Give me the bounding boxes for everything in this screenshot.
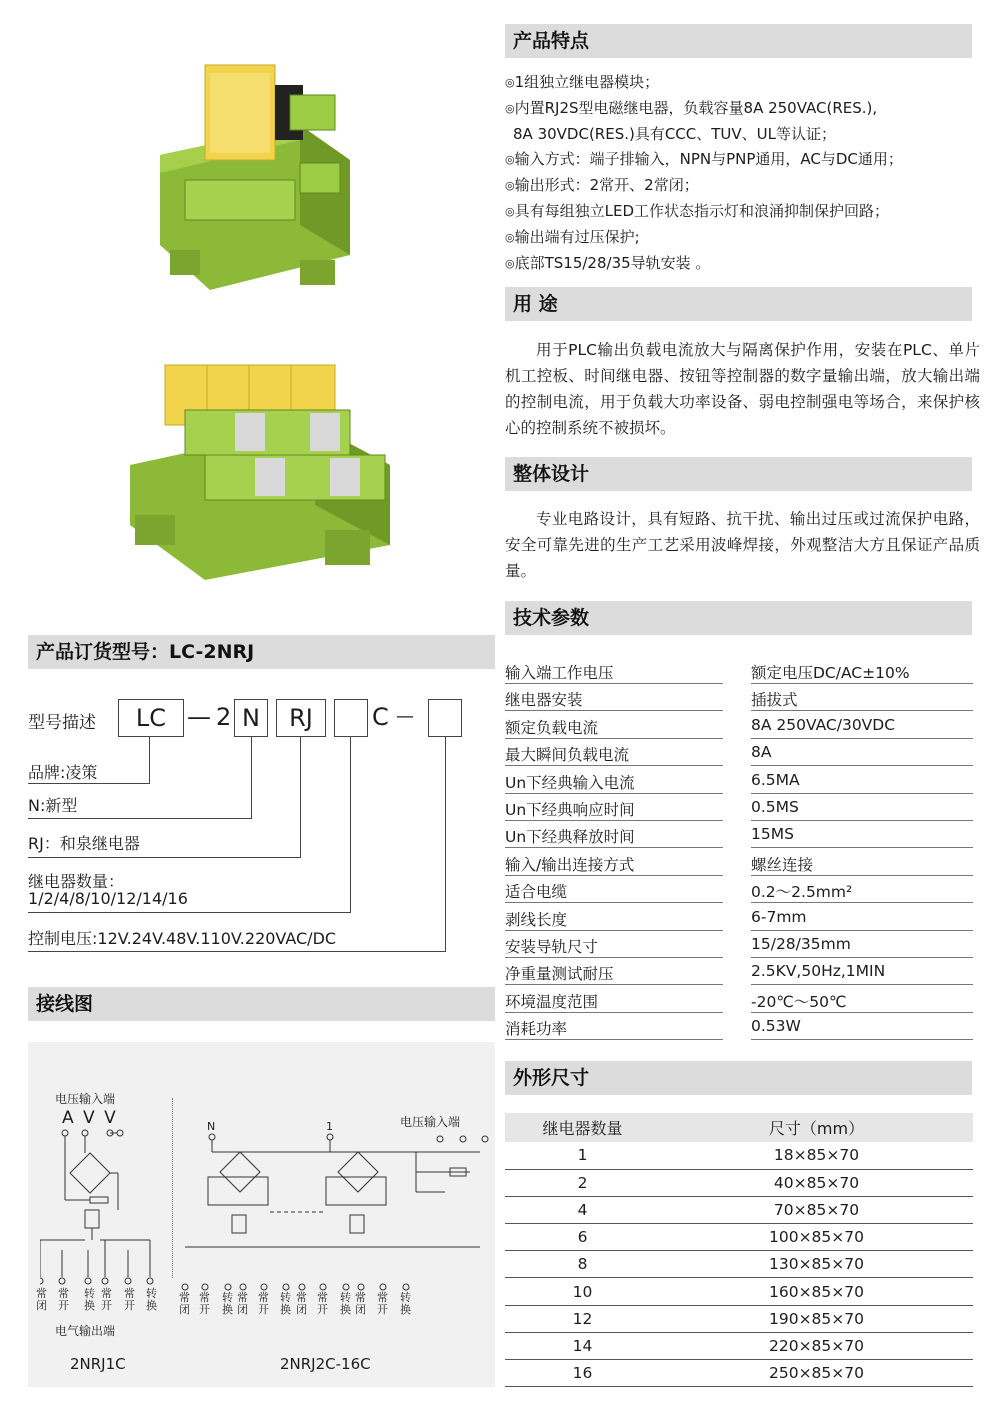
spec-value: 螺丝连接 xyxy=(751,853,973,876)
size-cell: 18×85×70 xyxy=(660,1142,973,1169)
spec-row xyxy=(505,767,973,794)
leader-line xyxy=(300,737,301,858)
leader-line xyxy=(149,737,150,784)
wiring-title: 接线图 xyxy=(28,987,495,1021)
spec-value: 6-7mm xyxy=(751,908,973,931)
spec-row xyxy=(505,958,973,985)
wiring-right-1-label: 1 xyxy=(326,1120,333,1133)
usage-title: 用 途 xyxy=(505,287,972,321)
feature-item: ◎输出形式：2常开、2常闭； xyxy=(505,176,699,195)
leader-line xyxy=(28,783,150,784)
code-part-c: C xyxy=(372,703,389,731)
single-relay-module-photo xyxy=(150,55,370,295)
spec-row xyxy=(505,931,973,958)
legend-rj: RJ：和泉继电器 xyxy=(28,834,140,853)
spec-key: 适合电缆 xyxy=(505,880,723,903)
features-title: 产品特点 xyxy=(505,24,972,58)
relay-count-cell: 12 xyxy=(505,1305,660,1332)
output-terminal-label: 常开 xyxy=(124,1287,135,1312)
dimensions-row xyxy=(505,1251,973,1278)
relay-count-cell: 16 xyxy=(505,1360,660,1387)
wiring-left-output-label: 电气输出端 xyxy=(55,1324,116,1338)
spec-row xyxy=(505,849,973,876)
output-terminal-label: 常闭 xyxy=(296,1291,307,1316)
spec-row xyxy=(505,1013,973,1040)
spec-value: 0.5MS xyxy=(751,798,973,821)
wiring-right-input-label: 电压输入端 xyxy=(400,1115,461,1129)
code-part-rj: RJ xyxy=(276,699,326,737)
leader-line xyxy=(28,912,351,913)
spec-row xyxy=(505,821,973,848)
output-terminal-label: 常开 xyxy=(317,1291,328,1316)
spec-key: 继电器安装 xyxy=(505,688,723,711)
order-title: 产品订货型号：LC-2NRJ xyxy=(28,635,495,669)
code-part-voltage xyxy=(428,699,462,737)
relay-count-cell: 10 xyxy=(505,1278,660,1305)
dimensions-row xyxy=(505,1169,973,1196)
spec-value: 插拔式 xyxy=(751,688,973,711)
size-cell: 70×85×70 xyxy=(660,1196,973,1223)
code-part-lc: LC xyxy=(118,699,184,737)
spec-row xyxy=(505,684,973,711)
feature-item: ◎具有每组独立LED工作状态指示灯和浪涌抑制保护回路； xyxy=(505,201,889,220)
features-list xyxy=(505,70,975,276)
output-terminal-label: 常闭 xyxy=(237,1291,248,1316)
spec-key: 输入端工作电压 xyxy=(505,661,723,684)
output-terminal-label: 常开 xyxy=(377,1291,388,1316)
dimensions-row xyxy=(505,1196,973,1223)
spec-row xyxy=(505,794,973,821)
spec-key: Un下经典输入电流 xyxy=(505,771,723,794)
spec-row xyxy=(505,904,973,931)
relay-count-cell: 14 xyxy=(505,1332,660,1359)
spec-key: 安装导轨尺寸 xyxy=(505,935,723,958)
wiring-right-caption: 2NRJ2C-16C xyxy=(280,1355,371,1373)
code-part-qty xyxy=(334,699,368,737)
specs-table xyxy=(505,657,973,1040)
spec-row xyxy=(505,986,973,1013)
spec-key: Un下经典响应时间 xyxy=(505,798,723,821)
feature-item: ◎1组独立继电器模块； xyxy=(505,73,660,91)
spec-value: -20℃～50℃ xyxy=(751,990,973,1013)
code-part-n: N xyxy=(234,699,268,737)
dimensions-row xyxy=(505,1142,973,1169)
size-cell: 100×85×70 xyxy=(660,1224,973,1251)
legend-voltage: 控制电压:12V.24V.48V.110V.220VAC/DC xyxy=(28,929,337,948)
dimensions-row xyxy=(505,1278,973,1305)
dimensions-row xyxy=(505,1305,973,1332)
spec-key: 剥线长度 xyxy=(505,908,723,931)
code-dash-2: — xyxy=(396,706,414,727)
wiring-left-input-label: 电压输入端 xyxy=(55,1092,116,1106)
specs-title: 技术参数 xyxy=(505,601,972,635)
size-cell: 160×85×70 xyxy=(660,1278,973,1305)
wiring-left-schematic xyxy=(40,1125,170,1290)
legend-qty-label: 继电器数量： xyxy=(28,872,125,891)
output-terminal-label: 转换 xyxy=(146,1287,157,1312)
relay-count-cell: 1 xyxy=(505,1142,660,1169)
spec-row xyxy=(505,739,973,766)
size-cell: 130×85×70 xyxy=(660,1251,973,1278)
dimensions-header: 继电器数量 xyxy=(505,1113,660,1142)
multi-relay-module-photo xyxy=(125,355,395,585)
wiring-right-schematic xyxy=(180,1132,490,1292)
output-terminal-label: 常闭 xyxy=(179,1291,190,1316)
dimensions-table xyxy=(505,1113,973,1387)
spec-key: 环境温度范围 xyxy=(505,990,723,1013)
output-terminal-label: 转换 xyxy=(400,1291,411,1316)
design-text: 专业电路设计，具有短路、抗干扰、输出过压或过流保护电路，安全可靠先进的生产工艺采用波峰焊接，外观整洁大方且保证产品质量。 xyxy=(505,510,980,580)
output-terminal-label: 常闭 xyxy=(36,1287,47,1312)
spec-value: 0.2～2.5mm² xyxy=(751,880,973,903)
spec-key: 消耗功率 xyxy=(505,1017,723,1040)
dimensions-row xyxy=(505,1332,973,1359)
size-cell: 190×85×70 xyxy=(660,1305,973,1332)
spec-value: 2.5KV,50Hz,1MIN xyxy=(751,962,973,985)
relay-count-cell: 6 xyxy=(505,1224,660,1251)
wiring-divider xyxy=(172,1098,173,1278)
feature-item: ◎输入方式：端子排输入，NPN与PNP通用，AC与DC通用； xyxy=(505,150,903,169)
output-terminal-label: 常开 xyxy=(101,1287,112,1312)
spec-key: 净重量测试耐压 xyxy=(505,962,723,985)
relay-count-cell: 4 xyxy=(505,1196,660,1223)
dimensions-row xyxy=(505,1360,973,1387)
spec-key: 最大瞬间负载电流 xyxy=(505,743,723,766)
relay-count-cell: 2 xyxy=(505,1169,660,1196)
output-terminal-label: 转换 xyxy=(84,1287,95,1312)
leader-line xyxy=(445,737,446,952)
feature-item: 8A 30VDC(RES.)具有CCC、TUV、UL等认证； xyxy=(513,124,836,143)
output-terminal-label: 常开 xyxy=(58,1287,69,1312)
leader-line xyxy=(28,857,301,858)
leader-line xyxy=(350,737,351,913)
output-terminal-label: 转换 xyxy=(280,1291,291,1316)
size-cell: 250×85×70 xyxy=(660,1360,973,1387)
legend-new: N:新型 xyxy=(28,796,78,815)
feature-item: ◎底部TS15/28/35导轨安装 。 xyxy=(505,253,711,272)
order-desc-label: 型号描述 xyxy=(28,713,96,733)
output-terminal-label: 常开 xyxy=(199,1291,210,1316)
relay-count-cell: 8 xyxy=(505,1251,660,1278)
feature-item: ◎输出端有过压保护; xyxy=(505,227,640,246)
spec-key: Un下经典释放时间 xyxy=(505,825,723,848)
code-dash-1: — xyxy=(187,703,211,731)
wiring-left-terminals: A V V xyxy=(62,1108,118,1128)
spec-row xyxy=(505,657,973,684)
size-cell: 40×85×70 xyxy=(660,1169,973,1196)
leader-line xyxy=(251,737,252,819)
legend-brand: 品牌:凌策 xyxy=(28,763,98,782)
spec-value: 15MS xyxy=(751,825,973,848)
dimensions-row xyxy=(505,1224,973,1251)
spec-value: 15/28/35mm xyxy=(751,935,973,958)
output-terminal-label: 转换 xyxy=(222,1291,233,1316)
wiring-left-caption: 2NRJ1C xyxy=(70,1355,126,1373)
leader-line xyxy=(28,951,446,952)
output-terminal-label: 常闭 xyxy=(355,1291,366,1316)
output-terminal-label: 常开 xyxy=(258,1291,269,1316)
wiring-right-n-label: N xyxy=(207,1120,216,1133)
size-cell: 220×85×70 xyxy=(660,1332,973,1359)
spec-value: 额定电压DC/AC±10% xyxy=(751,661,973,684)
spec-value: 8A xyxy=(751,743,973,766)
spec-value: 0.53W xyxy=(751,1017,973,1040)
legend-qty-values: 1/2/4/8/10/12/14/16 xyxy=(28,889,188,908)
design-title: 整体设计 xyxy=(505,457,972,491)
leader-line xyxy=(28,818,252,819)
code-part-2: 2 xyxy=(216,703,232,731)
spec-value: 6.5MA xyxy=(751,771,973,794)
spec-row xyxy=(505,712,973,739)
feature-item: ◎内置RJ2S型电磁继电器，负载容量8A 250VAC(RES.), xyxy=(505,98,878,117)
usage-text: 用于PLC输出负载电流放大与隔离保护作用，安装在PLC、单片机工控板、时间继电器、按钮等控制器的数字量输出端，放大输出端的控制电流，用于负载大功率设备、弱电控制强电等场合，来保护核心的控制系统不被损坏。 xyxy=(505,341,980,437)
dimensions-header: 尺寸（mm） xyxy=(660,1113,973,1142)
spec-key: 输入/输出连接方式 xyxy=(505,853,723,876)
spec-value: 8A 250VAC/30VDC xyxy=(751,716,973,739)
dimensions-title: 外形尺寸 xyxy=(505,1061,972,1095)
output-terminal-label: 转换 xyxy=(340,1291,351,1316)
spec-key: 额定负载电流 xyxy=(505,716,723,739)
spec-row xyxy=(505,876,973,903)
